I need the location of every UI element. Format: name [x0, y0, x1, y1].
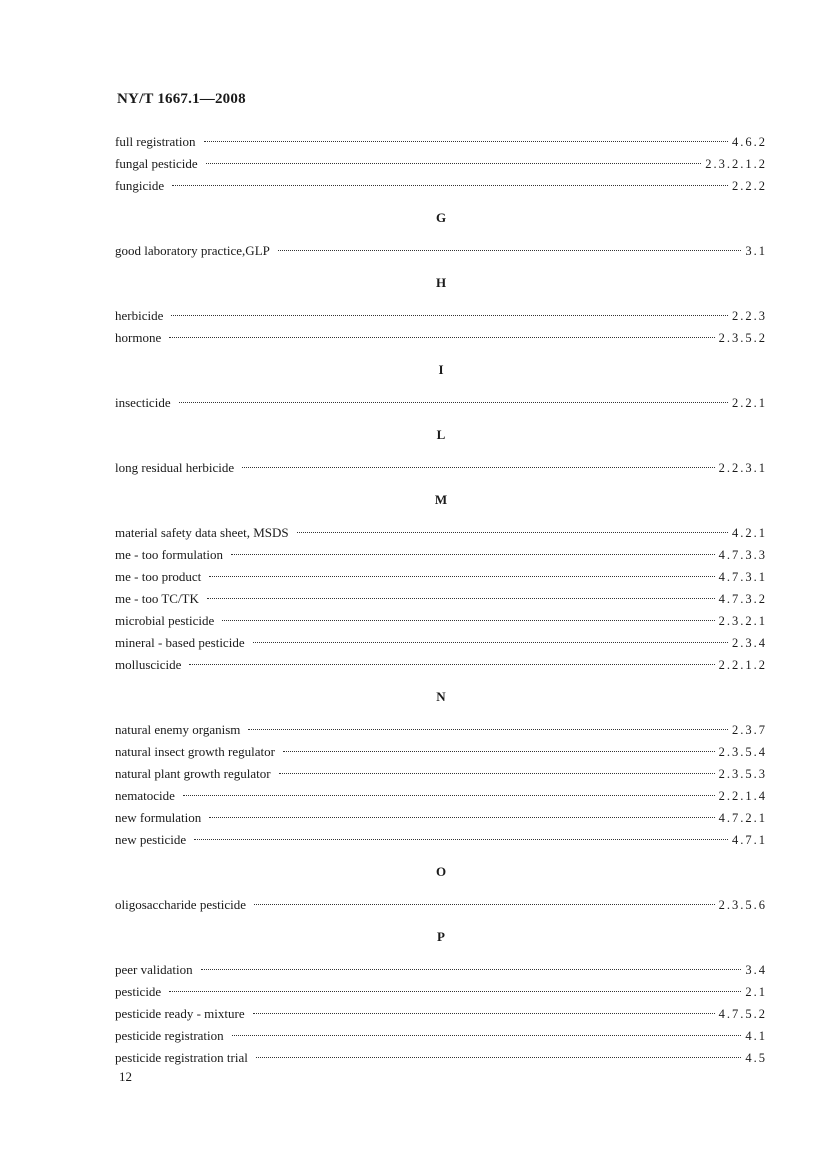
index-term: material safety data sheet, MSDS	[115, 525, 289, 540]
index-entry	[115, 1047, 767, 1069]
section-letter-n: N	[436, 689, 446, 704]
index-term: microbial pesticide	[115, 613, 215, 628]
index-entry	[115, 959, 767, 981]
index-ref: 4.7.5.2	[718, 1007, 767, 1021]
index-ref: 4.7.2.1	[718, 811, 767, 825]
index-ref: 2.2.1	[732, 396, 767, 410]
index-term: good laboratory practice,GLP	[115, 243, 270, 258]
index-term: new pesticide	[115, 832, 187, 847]
index-term: molluscicide	[115, 657, 182, 672]
dot-leader	[204, 141, 728, 142]
index-entry	[115, 240, 767, 262]
index-ref: 4.1	[745, 1029, 767, 1043]
section-letter-p: P	[437, 929, 445, 944]
dot-leader	[194, 839, 728, 840]
index-entry	[115, 981, 767, 1003]
index-term: herbicide	[115, 308, 164, 323]
dot-leader	[222, 620, 714, 621]
section-letter-o: O	[435, 864, 447, 879]
section-letter-l: L	[436, 427, 446, 442]
page-number: 12	[119, 1069, 132, 1084]
index-ref: 2.3.2.1.2	[705, 157, 767, 171]
index-entry	[115, 894, 767, 916]
dot-leader	[231, 554, 715, 555]
dot-leader	[207, 598, 715, 599]
dot-leader	[254, 904, 715, 905]
index-term: pesticide registration	[115, 1028, 224, 1043]
index-ref: 3.4	[745, 963, 767, 977]
section-letter-m: M	[434, 492, 448, 507]
dot-leader	[172, 185, 728, 186]
term-index	[115, 131, 767, 1069]
dot-leader	[169, 991, 741, 992]
index-term: new formulation	[115, 810, 202, 825]
dot-leader	[209, 576, 714, 577]
index-ref: 2.2.3	[732, 309, 767, 323]
index-entry	[115, 829, 767, 851]
index-term: mineral - based pesticide	[115, 635, 245, 650]
index-ref: 2.3.5.3	[718, 767, 767, 781]
index-ref: 2.2.1.4	[718, 789, 767, 803]
index-term: me - too product	[115, 569, 202, 584]
index-term: insecticide	[115, 395, 171, 410]
index-term: fungal pesticide	[115, 156, 198, 171]
dot-leader	[242, 467, 714, 468]
index-ref: 2.3.5.4	[718, 745, 767, 759]
dot-leader	[232, 1035, 742, 1036]
index-entry	[115, 522, 767, 544]
dot-leader	[278, 250, 742, 251]
index-term: pesticide registration trial	[115, 1050, 248, 1065]
index-entry	[115, 392, 767, 414]
index-entry	[115, 610, 767, 632]
dot-leader	[201, 969, 742, 970]
index-ref: 2.3.5.6	[718, 898, 767, 912]
dot-leader	[253, 1013, 715, 1014]
dot-leader	[283, 751, 715, 752]
index-entry	[115, 1025, 767, 1047]
index-ref: 4.7.3.1	[718, 570, 767, 584]
index-entry	[115, 741, 767, 763]
dot-leader	[297, 532, 728, 533]
index-ref: 4.2.1	[732, 526, 767, 540]
dot-leader	[179, 402, 728, 403]
index-ref: 4.7.3.2	[718, 592, 767, 606]
index-term: me - too formulation	[115, 547, 223, 562]
index-entry	[115, 131, 767, 153]
dot-leader	[206, 163, 702, 164]
index-term: pesticide ready - mixture	[115, 1006, 245, 1021]
index-ref: 2.2.2	[732, 179, 767, 193]
index-ref: 2.3.5.2	[718, 331, 767, 345]
page-header-standard-code: NY/T 1667.1—2008	[117, 91, 246, 107]
dot-leader	[248, 729, 728, 730]
index-term: nematocide	[115, 788, 175, 803]
index-term: natural insect growth regulator	[115, 744, 275, 759]
index-term: fungicide	[115, 178, 165, 193]
index-entry	[115, 305, 767, 327]
dot-leader	[183, 795, 715, 796]
index-ref: 4.5	[745, 1051, 767, 1065]
index-term: peer validation	[115, 962, 193, 977]
dot-leader	[209, 817, 714, 818]
index-term: natural plant growth regulator	[115, 766, 271, 781]
index-entry	[115, 785, 767, 807]
index-term: natural enemy organism	[115, 722, 241, 737]
index-ref: 4.7.1	[732, 833, 767, 847]
index-term: hormone	[115, 330, 162, 345]
dot-leader	[171, 315, 728, 316]
index-ref: 2.3.2.1	[718, 614, 767, 628]
index-entry	[115, 588, 767, 610]
index-entry	[115, 807, 767, 829]
section-letter-g: G	[435, 210, 447, 225]
index-ref: 2.3.7	[732, 723, 767, 737]
index-ref: 2.1	[745, 985, 767, 999]
index-entry	[115, 654, 767, 676]
dot-leader	[253, 642, 728, 643]
index-entry	[115, 153, 767, 175]
index-ref: 4.7.3.3	[718, 548, 767, 562]
index-ref: 4.6.2	[732, 135, 767, 149]
dot-leader	[279, 773, 715, 774]
index-entry	[115, 719, 767, 741]
index-term: long residual herbicide	[115, 460, 235, 475]
index-entry	[115, 175, 767, 197]
section-letter-h: H	[435, 275, 447, 290]
index-ref: 2.2.1.2	[718, 658, 767, 672]
index-term: pesticide	[115, 984, 162, 999]
index-term: oligosaccharide pesticide	[115, 897, 247, 912]
dot-leader	[169, 337, 714, 338]
dot-leader	[256, 1057, 742, 1058]
index-entry	[115, 457, 767, 479]
index-ref: 2.3.4	[732, 636, 767, 650]
index-entry	[115, 1003, 767, 1025]
index-entry	[115, 327, 767, 349]
index-entry	[115, 544, 767, 566]
index-entry	[115, 763, 767, 785]
dot-leader	[189, 664, 714, 665]
index-entry	[115, 632, 767, 654]
index-ref: 3.1	[745, 244, 767, 258]
index-entry	[115, 566, 767, 588]
index-term: full registration	[115, 134, 196, 149]
index-term: me - too TC/TK	[115, 591, 199, 606]
index-ref: 2.2.3.1	[718, 461, 767, 475]
section-letter-i: I	[438, 362, 444, 377]
